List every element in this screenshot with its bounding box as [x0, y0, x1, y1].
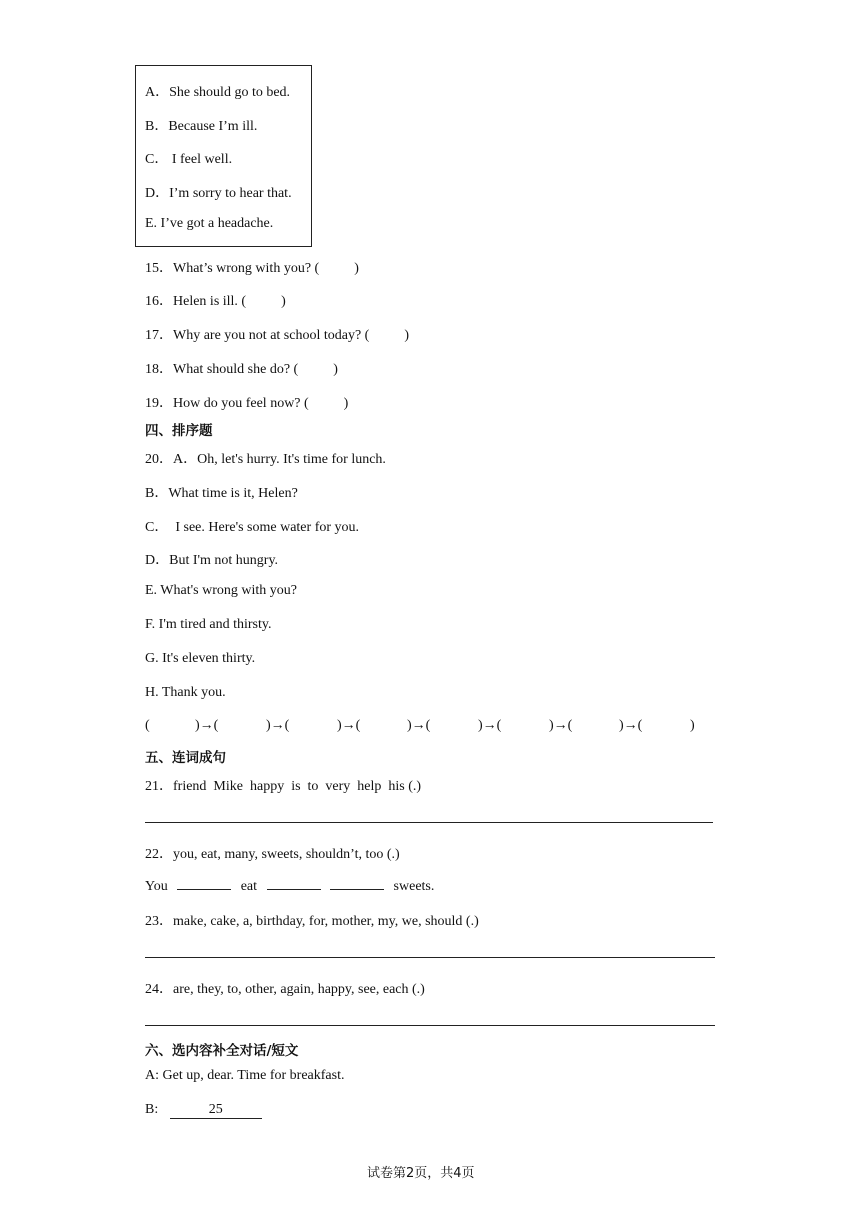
option-c: C． I feel well. [145, 152, 233, 167]
option-e: E. I’ve got a headache. [145, 216, 274, 231]
section4-line-a: 20．A．Oh, let's hurry. It's time for lunch. [145, 452, 386, 467]
sequence-part: )→( [478, 718, 502, 733]
sequence-part: ( [145, 718, 150, 733]
blank-25[interactable] [170, 1102, 262, 1119]
sequence-part: ) [690, 718, 695, 733]
option-a: A．She should go to bed. [145, 85, 291, 100]
blank-number: 25 [208, 1102, 223, 1117]
page-footer: 试卷第2页，共4页 [367, 1166, 475, 1181]
option-d: D．I’m sorry to hear that. [145, 186, 292, 201]
sequence-part: )→( [195, 718, 219, 733]
question-15: 15．What’s wrong with you? ( ) [145, 261, 359, 276]
answer-22 [145, 876, 434, 895]
question-23: 23．make, cake, a, birthday, for, mother, my, we, should (.) [145, 914, 479, 929]
sequence-part: )→( [549, 718, 573, 733]
answer-line-23[interactable] [145, 957, 715, 958]
section4-line-h: H. Thank you. [145, 685, 226, 700]
answer-22-blank-3[interactable] [330, 876, 384, 890]
section6-heading: 六、选内容补全对话/短文 [145, 1043, 299, 1059]
section4-line-g: G. It's eleven thirty. [145, 651, 256, 666]
section4-heading: 四、排序题 [145, 423, 213, 439]
sequence-part: )→( [619, 718, 643, 733]
answer-22-eat: eat [240, 879, 258, 894]
sequence-part: )→( [266, 718, 290, 733]
dialogue-speaker-b: B: [145, 1102, 159, 1117]
option-b: B．Because I’m ill. [145, 119, 258, 134]
question-16: 16．Helen is ill. ( ) [145, 294, 286, 309]
section4-line-b: B．What time is it, Helen? [145, 486, 298, 501]
answer-22-blank-2[interactable] [267, 876, 321, 890]
section5-heading: 五、连词成句 [145, 750, 226, 766]
answer-line-21[interactable] [145, 822, 713, 823]
section4-line-e: E. What's wrong with you? [145, 583, 297, 598]
section4-line-c: C． I see. Here's some water for you. [145, 520, 360, 535]
question-18: 18．What should she do? ( ) [145, 362, 338, 377]
question-17: 17．Why are you not at school today? ( ) [145, 328, 409, 343]
dialogue-line-b [145, 1102, 262, 1119]
question-22: 22．you, eat, many, sweets, shouldn’t, too (.) [145, 847, 400, 862]
section4-line-d: D．But I'm not hungry. [145, 553, 279, 568]
sequence-part: )→( [337, 718, 361, 733]
dialogue-line-a: A: Get up, dear. Time for breakfast. [145, 1068, 345, 1083]
answer-22-blank-1[interactable] [177, 876, 231, 890]
answer-22-sweets: sweets. [393, 879, 435, 894]
question-24: 24．are, they, to, other, again, happy, see, each (.) [145, 982, 425, 997]
question-19: 19．How do you feel now? ( ) [145, 396, 349, 411]
sequence-part: )→( [407, 718, 431, 733]
answer-22-you: You [145, 879, 168, 894]
question-21: 21．friend Mike happy is to very help his (.) [145, 779, 422, 794]
section4-line-f: F. I'm tired and thirsty. [145, 617, 272, 632]
answer-line-24[interactable] [145, 1025, 715, 1026]
